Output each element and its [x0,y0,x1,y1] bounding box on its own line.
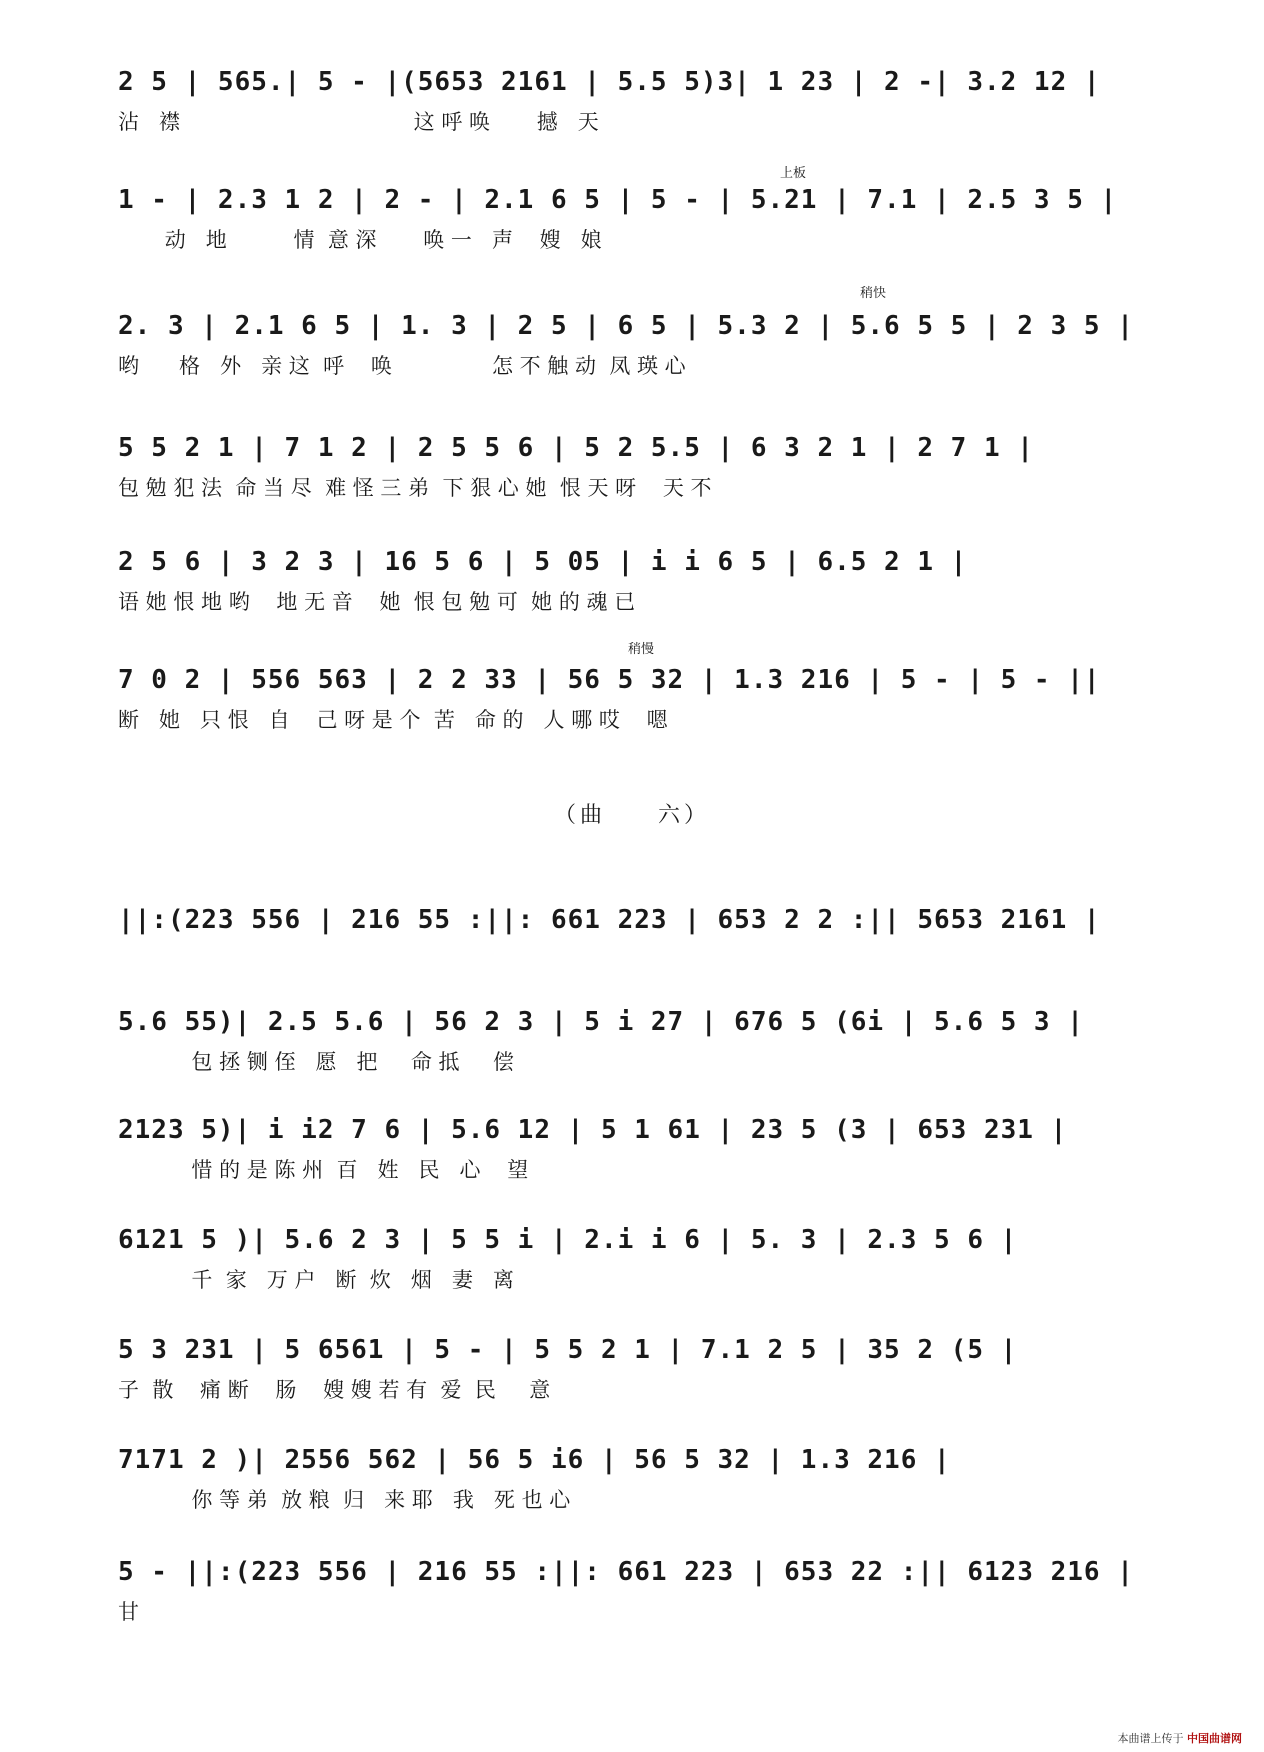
jianpu-notes: 5.6 55)| 2.5 5.6 | 56 2 3 | 5 i 27 | 676 5 (6i | 5.6 5 3 | [118,1002,1178,1042]
jianpu-notes: 2 5 6 | 3 2 3 | 16 5 6 | 5 05 | i i 6 5 | 6.5 2 1 | [118,542,1178,582]
jianpu-notes: 5 - ||:(223 556 | 216 55 :||: 661 223 | 653 22 :|| 6123 216 | [118,1552,1178,1592]
tempo-mark-shaoman: 稍慢 [628,642,655,657]
jianpu-notes: 6121 5 )| 5.6 2 3 | 5 5 i | 2.i i 6 | 5. 3 | 2.3 5 6 | [118,1220,1178,1260]
lyrics-line: 语 她 恨 地 哟 地 无 音 她 恨 包 勉 可 她 的 魂 已 [118,590,636,614]
lyrics-line: 千 家 万 户 断 炊 烟 妻 离 [118,1268,514,1292]
jianpu-notes: 7 0 2 | 556 563 | 2 2 33 | 56 5 32 | 1.3 216 | 5 - | 5 - || [118,660,1178,700]
section-title: （曲 六） [553,803,710,828]
lyrics-line: 你 等 弟 放 粮 归 来 耶 我 死 也 心 [118,1488,571,1512]
footer-brand: 中国曲谱网 [1187,1732,1242,1745]
jianpu-notes: 1 - | 2.3 1 2 | 2 - | 2.1 6 5 | 5 - | 5.21 | 7.1 | 2.5 3 5 | [118,180,1178,220]
jianpu-notes: ||:(223 556 | 216 55 :||: 661 223 | 653 2 2 :|| 5653 2161 | [118,900,1178,940]
footer-prefix: 本曲谱上传于 [1117,1732,1184,1745]
jianpu-notes: 7171 2 )| 2556 562 | 56 5 i6 | 56 5 32 | 1.3 216 | [118,1440,1178,1480]
lyrics-line: 包 勉 犯 法 命 当 尽 难 怪 三 弟 下 狠 心 她 恨 天 呀 天 不 [118,476,712,500]
jianpu-notes: 5 5 2 1 | 7 1 2 | 2 5 5 6 | 5 2 5.5 | 6 3 2 1 | 2 7 1 | [118,428,1178,468]
footer [1118,1730,1243,1746]
jianpu-notes: 5 3 231 | 5 6561 | 5 - | 5 5 2 1 | 7.1 2 5 | 35 2 (5 | [118,1330,1178,1370]
lyrics-line: 惜 的 是 陈 州 百 姓 民 心 望 [118,1158,529,1182]
lyrics-line: 动 地 情 意 深 唤 一 声 嫂 娘 [118,228,602,252]
lyrics-line: 甘 [118,1600,139,1624]
lyrics-line: 包 拯 铡 侄 愿 把 命 抵 偿 [118,1050,514,1074]
jianpu-notes: 2123 5)| i i2 7 6 | 5.6 12 | 5 1 61 | 23 5 (3 | 653 231 | [118,1110,1178,1150]
tempo-mark-shangban: 上板 [780,166,807,181]
jianpu-notes: 2. 3 | 2.1 6 5 | 1. 3 | 2 5 | 6 5 | 5.3 2 | 5.6 5 5 | 2 3 5 | [118,306,1178,346]
lyrics-line: 断 她 只 恨 自 己 呀 是 个 苦 命 的 人 哪 哎 嗯 [118,708,668,732]
tempo-mark-shaokuai: 稍快 [860,286,887,301]
lyrics-line: 子 散 痛 断 肠 嫂 嫂 若 有 爱 民 意 [118,1378,551,1402]
lyrics-line: 哟 格 外 亲 这 呼 唤 怎 不 触 动 凤 瑛 心 [118,354,686,378]
lyrics-line: 沾 襟 这 呼 唤 撼 天 [118,110,599,134]
jianpu-notes: 2 5 | 565.| 5 - |(5653 2161 | 5.5 5)3| 1 23 | 2 -| 3.2 12 | [118,62,1178,102]
